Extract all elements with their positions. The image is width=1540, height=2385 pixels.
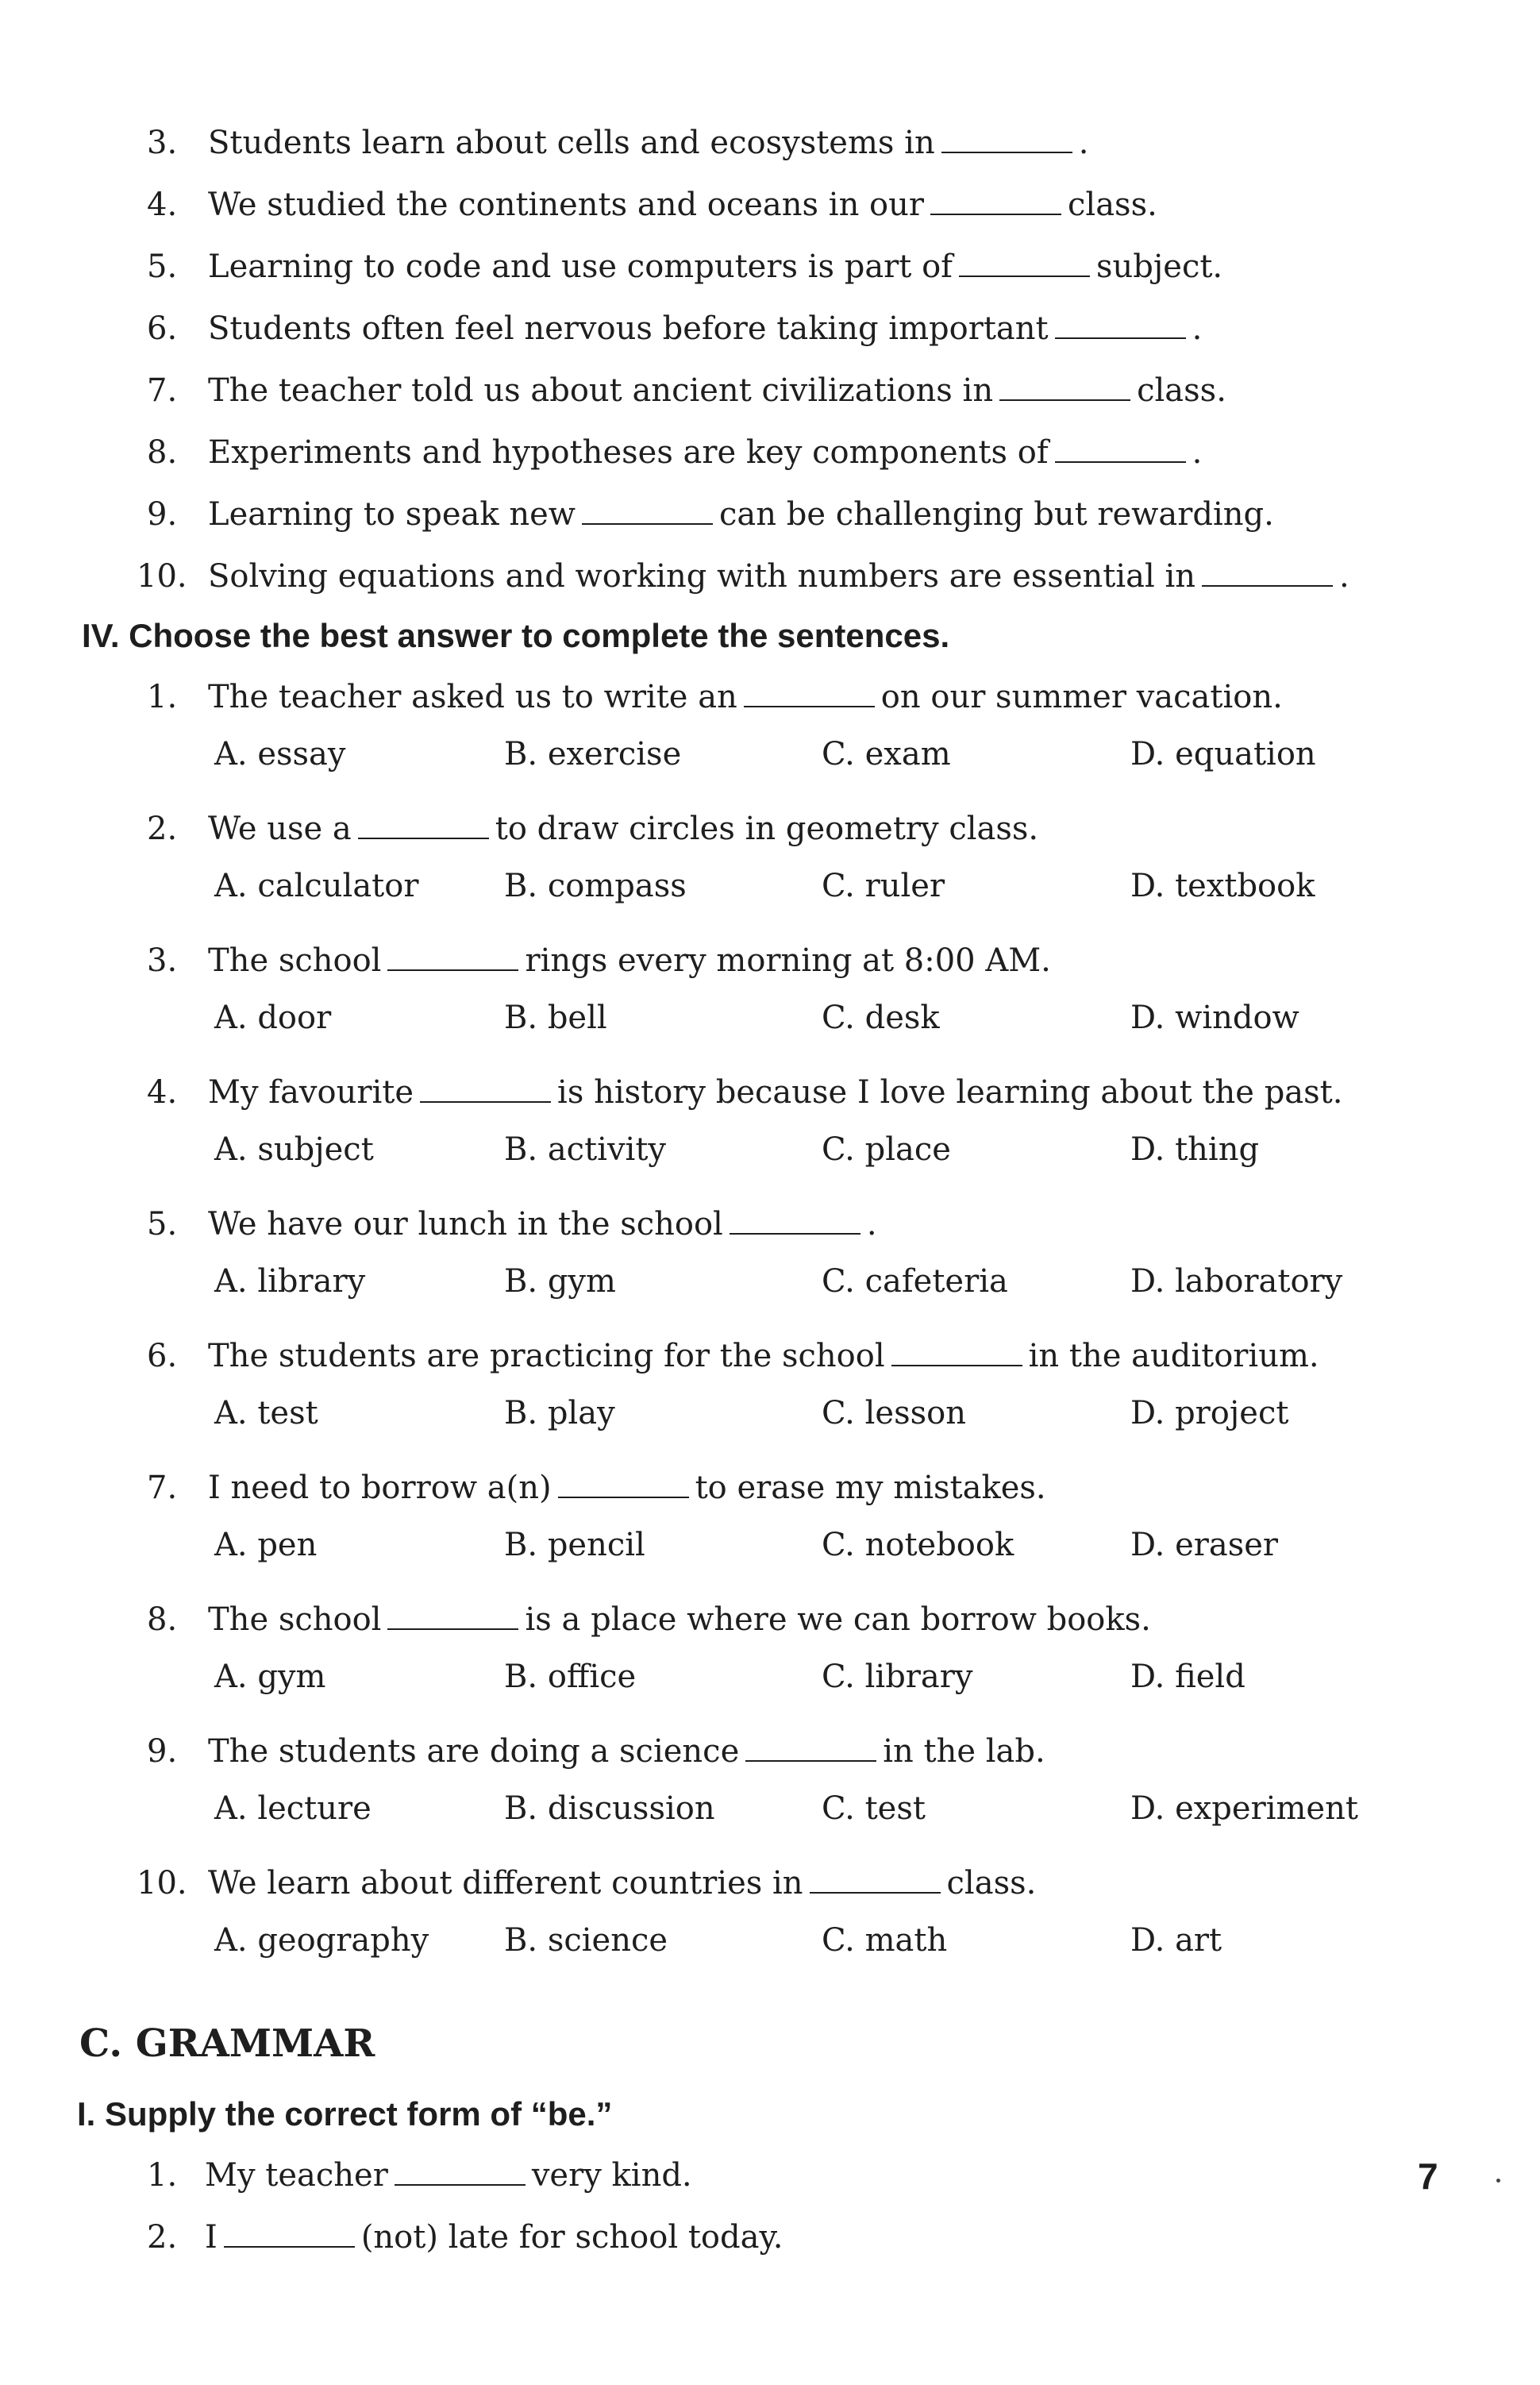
answer-blank[interactable]: [941, 151, 1072, 153]
item-text-end: class.: [1137, 372, 1226, 409]
option-c[interactable]: C. test: [822, 1790, 926, 1827]
question-text: The teacher asked us to write an: [208, 679, 737, 715]
item-number: 4.: [147, 187, 178, 223]
item-text: Learning to speak new: [208, 496, 576, 533]
option-b[interactable]: B. play: [504, 1395, 615, 1431]
option-c[interactable]: C. place: [822, 1131, 951, 1168]
answer-blank[interactable]: [420, 1100, 551, 1103]
item-text: Solving equations and working with numbers are essential in: [208, 558, 1196, 595]
answer-blank[interactable]: [745, 1759, 876, 1762]
question-text: I need to borrow a(n): [208, 1470, 552, 1506]
grammar-heading: I. Supply the correct form of “be.”: [77, 2095, 613, 2133]
item-text: Experiments and hypotheses are key components of: [208, 434, 1049, 471]
question-text-end: rings every morning at 8:00 AM.: [525, 942, 1051, 979]
item-text-end: .: [1192, 434, 1203, 471]
option-b[interactable]: B. pencil: [504, 1527, 645, 1563]
question-number: 6.: [147, 1338, 178, 1374]
option-b[interactable]: B. office: [504, 1659, 637, 1695]
option-b[interactable]: B. compass: [504, 868, 687, 904]
option-a[interactable]: A. lecture: [214, 1790, 372, 1827]
option-d[interactable]: D. window: [1130, 1000, 1299, 1036]
item-text: We studied the continents and oceans in our: [208, 187, 925, 223]
item-text: Students often feel nervous before taking important: [208, 310, 1049, 347]
question-text: The students are doing a science: [208, 1733, 740, 1770]
option-b[interactable]: B. gym: [504, 1263, 616, 1300]
option-b[interactable]: B. discussion: [504, 1790, 715, 1827]
option-c[interactable]: C. math: [822, 1922, 948, 1959]
item-text-end: .: [1192, 310, 1203, 347]
question-text-end: to draw circles in geometry class.: [495, 811, 1039, 847]
option-c[interactable]: C. ruler: [822, 868, 945, 904]
option-c[interactable]: C. library: [822, 1659, 973, 1695]
answer-blank[interactable]: [730, 1232, 860, 1235]
question-text-end: in the auditorium.: [1028, 1338, 1319, 1374]
grammar-item-number: 1.: [147, 2157, 178, 2194]
grammar-item-text: My teacher: [205, 2157, 388, 2194]
item-text-end: can be challenging but rewarding.: [719, 496, 1274, 533]
option-a[interactable]: A. subject: [214, 1131, 374, 1168]
option-b[interactable]: B. activity: [504, 1131, 667, 1168]
question-text-end: is history because I love learning about the past.: [557, 1074, 1343, 1111]
option-c[interactable]: C. exam: [822, 736, 951, 773]
answer-blank[interactable]: [891, 1364, 1022, 1366]
answer-blank[interactable]: [999, 399, 1130, 401]
item-number: 5.: [147, 249, 178, 285]
item-number: 7.: [147, 372, 178, 409]
item-text-end: subject.: [1095, 249, 1223, 285]
question-text-end: class.: [946, 1865, 1037, 1901]
page-number: 7: [1418, 2156, 1438, 2197]
option-a[interactable]: A. library: [214, 1263, 366, 1300]
question-number: 3.: [147, 942, 178, 979]
option-a[interactable]: A. pen: [214, 1527, 318, 1563]
question-text: We use a: [208, 811, 352, 847]
answer-blank[interactable]: [558, 1496, 689, 1498]
grammar-item-text-end: (not) late for school today.: [360, 2219, 783, 2256]
question-text: The students are practicing for the school: [208, 1338, 885, 1374]
answer-blank[interactable]: [810, 1891, 941, 1894]
grammar-item-text-end: very kind.: [531, 2157, 692, 2194]
option-d[interactable]: D. textbook: [1130, 868, 1315, 904]
question-number: 4.: [147, 1074, 178, 1111]
option-a[interactable]: A. calculator: [214, 868, 419, 904]
answer-blank[interactable]: [1202, 584, 1333, 587]
answer-blank[interactable]: [387, 969, 518, 971]
option-c[interactable]: C. cafeteria: [822, 1263, 1008, 1300]
grammar-item-number: 2.: [147, 2219, 178, 2256]
option-a[interactable]: A. door: [214, 1000, 332, 1036]
item-text: Learning to code and use computers is part of: [208, 249, 953, 285]
option-d[interactable]: D. equation: [1130, 736, 1316, 773]
answer-blank[interactable]: [1055, 337, 1186, 339]
option-b[interactable]: B. exercise: [504, 736, 682, 773]
question-number: 7.: [147, 1470, 178, 1506]
option-d[interactable]: D. art: [1130, 1922, 1222, 1959]
question-text-end: on our summer vacation.: [880, 679, 1283, 715]
grammar-item-text: I: [205, 2219, 218, 2256]
option-d[interactable]: D. thing: [1130, 1131, 1260, 1168]
question-number: 10.: [137, 1865, 187, 1901]
grammar-section-title: C. GRAMMAR: [79, 2021, 375, 2066]
item-text: Students learn about cells and ecosystems in: [208, 125, 935, 161]
decorative-dot: [1496, 2179, 1500, 2183]
item-text-end: .: [1339, 558, 1349, 595]
question-text-end: to erase my mistakes.: [695, 1470, 1046, 1506]
question-number: 2.: [147, 811, 178, 847]
answer-blank[interactable]: [930, 213, 1061, 215]
option-b[interactable]: B. bell: [504, 1000, 607, 1036]
question-number: 8.: [147, 1601, 178, 1638]
answer-blank[interactable]: [395, 2183, 526, 2186]
item-text-end: .: [1078, 125, 1089, 161]
item-text-end: class.: [1068, 187, 1157, 223]
item-text: The teacher told us about ancient civilizations in: [208, 372, 994, 409]
answer-blank[interactable]: [1055, 460, 1186, 463]
item-number: 6.: [147, 310, 178, 347]
section-4-heading: IV. Choose the best answer to complete the sentences.: [82, 617, 950, 654]
option-a[interactable]: A. gym: [214, 1659, 326, 1695]
answer-blank[interactable]: [224, 2245, 355, 2248]
question-number: 9.: [147, 1733, 178, 1770]
question-text-end: .: [866, 1206, 877, 1243]
option-d[interactable]: D. field: [1130, 1659, 1245, 1695]
option-a[interactable]: A. test: [214, 1395, 318, 1431]
answer-blank[interactable]: [582, 522, 713, 525]
item-number: 9.: [147, 496, 178, 533]
item-number: 10.: [137, 558, 187, 595]
option-c[interactable]: C. desk: [822, 1000, 940, 1036]
question-text: We learn about different countries in: [208, 1865, 803, 1901]
question-text: The school: [208, 942, 382, 979]
question-text: My favourite: [208, 1074, 414, 1111]
option-d[interactable]: D. eraser: [1130, 1527, 1279, 1563]
question-text-end: is a place where we can borrow books.: [525, 1601, 1151, 1638]
option-b[interactable]: B. science: [504, 1922, 668, 1959]
option-d[interactable]: D. project: [1130, 1395, 1289, 1431]
answer-blank[interactable]: [959, 275, 1090, 277]
item-number: 3.: [147, 125, 178, 161]
option-d[interactable]: D. laboratory: [1130, 1263, 1343, 1300]
question-text-end: in the lab.: [883, 1733, 1045, 1770]
item-number: 8.: [147, 434, 178, 471]
option-d[interactable]: D. experiment: [1130, 1790, 1358, 1827]
answer-blank[interactable]: [744, 705, 875, 707]
question-text: The school: [208, 1601, 382, 1638]
option-c[interactable]: C. notebook: [822, 1527, 1014, 1563]
option-c[interactable]: C. lesson: [822, 1395, 966, 1431]
answer-blank[interactable]: [387, 1628, 518, 1630]
option-a[interactable]: A. essay: [214, 736, 346, 773]
question-number: 1.: [147, 679, 178, 715]
question-text: We have our lunch in the school: [208, 1206, 723, 1243]
option-a[interactable]: A. geography: [214, 1922, 429, 1959]
answer-blank[interactable]: [358, 837, 489, 839]
question-number: 5.: [147, 1206, 178, 1243]
